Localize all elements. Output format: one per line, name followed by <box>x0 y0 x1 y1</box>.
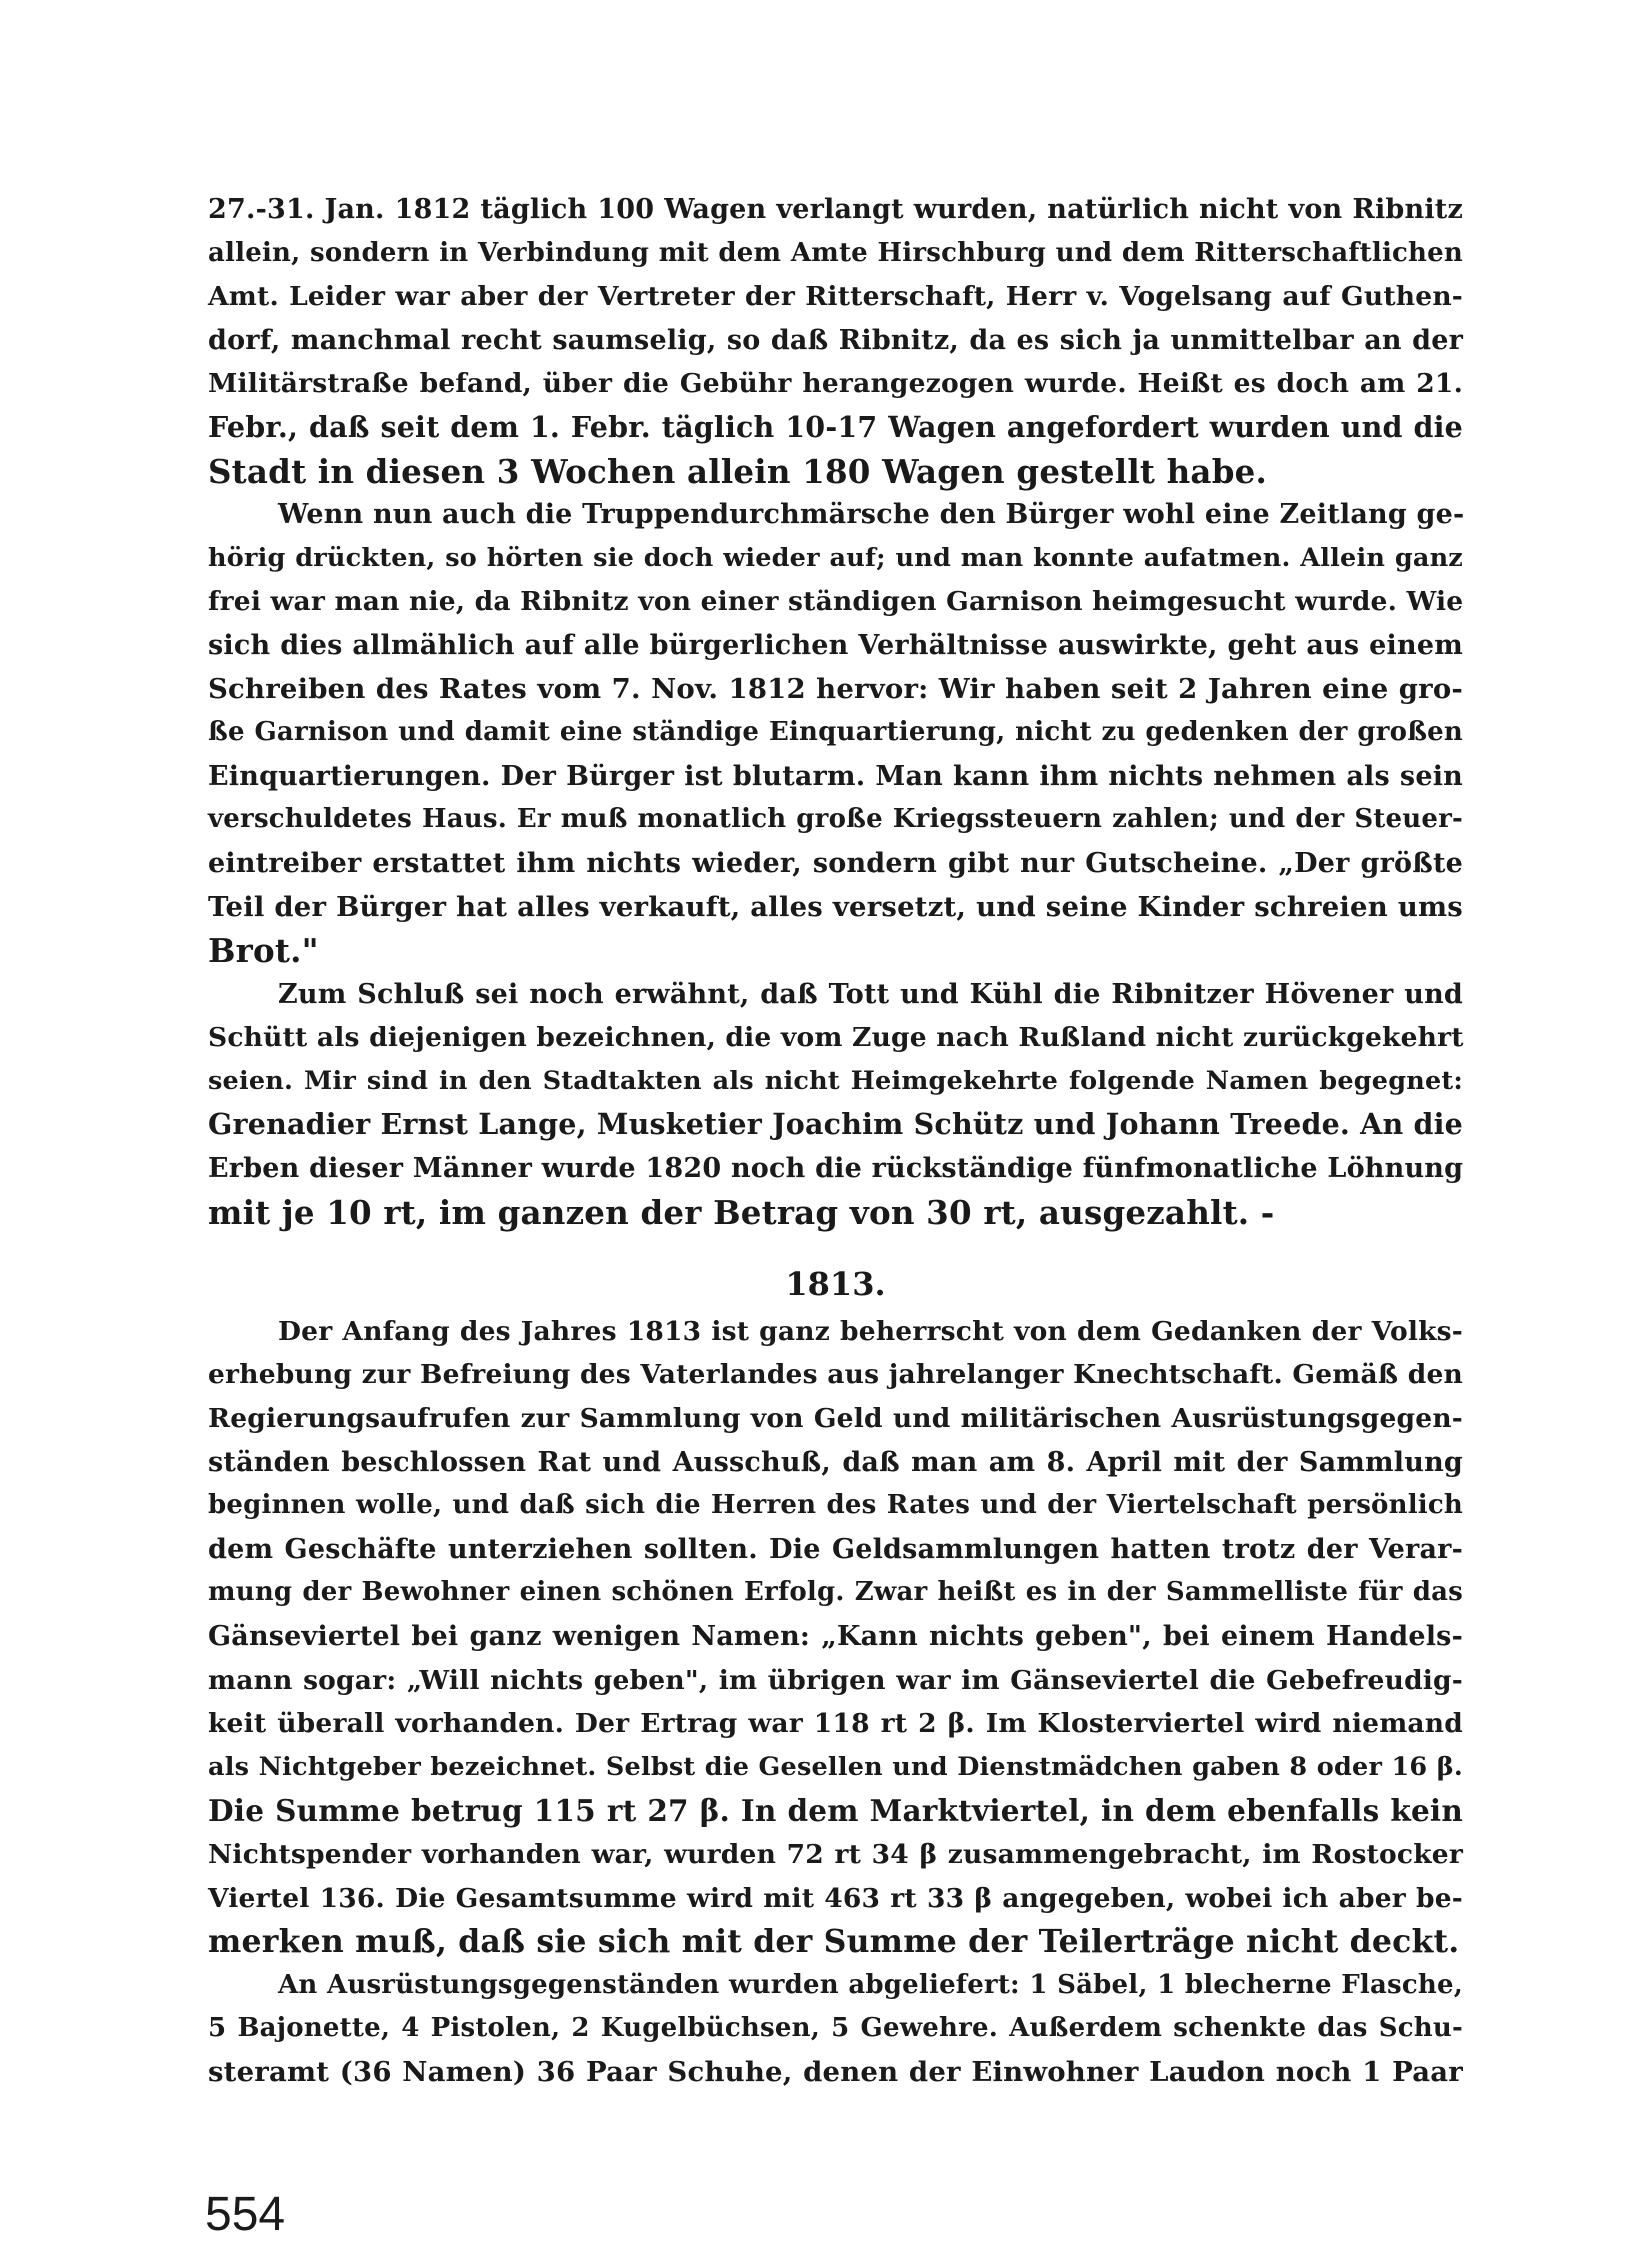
text-line: mann sogar: „Will nichts geben", im übrigen war im Gänseviertel die Gebefreudig- <box>208 1664 1463 1696</box>
page-number: 554 <box>205 2188 286 2241</box>
text-line: An Ausrüstungsgegenständen wurden abgeliefert: 1 Säbel, 1 blecherne Flasche, <box>278 1969 1463 2000</box>
section-1813 <box>208 1310 1463 2095</box>
text-line: dorf, manchmal recht saumselig, so daß Ribnitz, da es sich ja unmittelbar an der <box>208 324 1463 356</box>
text-line: frei war man nie, da Ribnitz von einer ständigen Garnison heimgesucht wurde. Wie <box>208 586 1464 618</box>
text-line: allein, sondern in Verbindung mit dem Amte Hirschburg und dem Ritterschaftlichen <box>208 237 1463 268</box>
text-line: erhebung zur Befreiung des Vaterlandes aus jahrelanger Knechtschaft. Gemäß den <box>208 1359 1463 1391</box>
text-line: Die Summe betrug 115 rt 27 β. In dem Marktviertel, in dem ebenfalls kein <box>208 1793 1463 1829</box>
text-line: Der Anfang des Jahres 1813 ist ganz beherrscht von dem Gedanken der Volks- <box>278 1315 1463 1347</box>
text-line: Regierungsaufrufen zur Sammlung von Geld und militärischen Ausrüstungsgegen- <box>208 1403 1463 1435</box>
text-line: sich dies allmählich auf alle bürgerlichen Verhältnisse auswirkte, geht aus einem <box>208 629 1463 661</box>
text-line: ständen beschlossen Rat und Ausschuß, daß man am 8. April mit der Sammlung <box>208 1446 1463 1478</box>
text-line: Stadt in diesen 3 Wochen allein 180 Wagen gestellt habe. <box>208 451 1268 491</box>
text-line: Teil der Bürger hat alles verkauft, alles versetzt, und seine Kinder schreien ums <box>208 890 1463 923</box>
text-line: keit überall vorhanden. Der Ertrag war 118 rt 2 β. Im Klosterviertel wird niemand <box>208 1708 1463 1740</box>
text-line: steramt (36 Namen) 36 Paar Schuhe, denen der Einwohner Laudon noch 1 Paar <box>208 2055 1463 2088</box>
text-line: seien. Mir sind in den Stadtakten als nicht Heimgekehrte folgende Namen begegnet: <box>208 1065 1463 1096</box>
text-line: mung der Bewohner einen schönen Erfolg. Zwar heißt es in der Sammelliste für das <box>208 1577 1463 1608</box>
text-line: als Nichtgeber bezeichnet. Selbst die Gesellen und Dienstmädchen gaben 8 oder 16 β. <box>208 1751 1463 1782</box>
text-line: Viertel 136. Die Gesamtsumme wird mit 463 rt 33 β angegeben, wobei ich aber be- <box>208 1882 1463 1914</box>
paragraph <box>208 1310 1463 1964</box>
text-line: Amt. Leider war aber der Vertreter der Ritterschaft, Herr v. Vogelsang auf Guthen- <box>208 281 1463 313</box>
text-line: merken muß, daß sie sich mit der Summe der Teilerträge nicht deckt. <box>208 1923 1460 1961</box>
paragraph <box>208 493 1463 973</box>
text-line: ße Garnison und damit eine ständige Einquartierung, nicht zu gedenken der großen <box>208 717 1463 748</box>
text-line: Nichtspender vorhanden war, wurden 72 rt 34 β zusammengebracht, im Rostocker <box>208 1838 1463 1870</box>
text-line: Schütt als diejenigen bezeichnen, die vom Zuge nach Rußland nicht zurückgekehrt <box>208 1022 1464 1054</box>
section-heading: 1813. <box>785 1265 886 1304</box>
text-line: Febr., daß seit dem 1. Febr. täglich 10-17 Wagen angefordert wurden und die <box>208 409 1463 444</box>
text-line: Gänseviertel bei ganz wenigen Namen: „Kann nichts geben", bei einem Handels- <box>208 1621 1463 1652</box>
paragraph <box>208 188 1463 493</box>
text-line: hörig drückten, so hörten sie doch wieder auf; und man konnte aufatmen. Allein ganz <box>208 542 1463 573</box>
text-line: eintreiber erstattet ihm nichts wieder, sondern gibt nur Gutscheine. „Der größte <box>208 847 1463 879</box>
text-line: Wenn nun auch die Truppendurchmärsche den Bürger wohl eine Zeitlang ge- <box>278 499 1465 531</box>
text-line: beginnen wolle, und daß sich die Herren des Rates und der Viertelschaft persönlich <box>208 1490 1463 1521</box>
paragraph <box>208 973 1463 1235</box>
text-line: 27.-31. Jan. 1812 täglich 100 Wagen verlangt wurden, natürlich nicht von Ribnitz <box>208 194 1463 225</box>
section-1812 <box>208 188 1463 1234</box>
page-body <box>208 188 1463 2095</box>
text-line: Schreiben des Rates vom 7. Nov. 1812 hervor: Wir haben seit 2 Jahren eine gro- <box>208 672 1463 705</box>
text-line: Militärstraße befand, über die Gebühr herangezogen wurde. Heißt es doch am 21. <box>208 368 1463 400</box>
text-line: dem Geschäfte unterziehen sollten. Die Geldsammlungen hatten trotz der Verar- <box>208 1533 1463 1565</box>
text-line: Brot." <box>208 931 319 971</box>
text-line: verschuldetes Haus. Er muß monatlich große Kriegssteuern zahlen; und der Steuer- <box>208 804 1463 835</box>
paragraph <box>208 1964 1463 2095</box>
text-line: Zum Schluß sei noch erwähnt, daß Tott und Kühl die Ribnitzer Hövener und <box>278 978 1463 1010</box>
text-line: Grenadier Ernst Lange, Musketier Joachim Schütz und Johann Treede. An die <box>208 1107 1463 1142</box>
text-line: 5 Bajonette, 4 Pistolen, 2 Kugelbüchsen, 5 Gewehre. Außerdem schenkte das Schu- <box>208 2013 1463 2044</box>
text-line: Einquartierungen. Der Bürger ist blutarm. Man kann ihm nichts nehmen als sein <box>208 760 1463 792</box>
text-line: mit je 10 rt, im ganzen der Betrag von 30 rt, ausgezahlt. - <box>208 1192 1275 1232</box>
text-line: Erben dieser Männer wurde 1820 noch die rückständige fünfmonatliche Löhnung <box>208 1153 1464 1185</box>
